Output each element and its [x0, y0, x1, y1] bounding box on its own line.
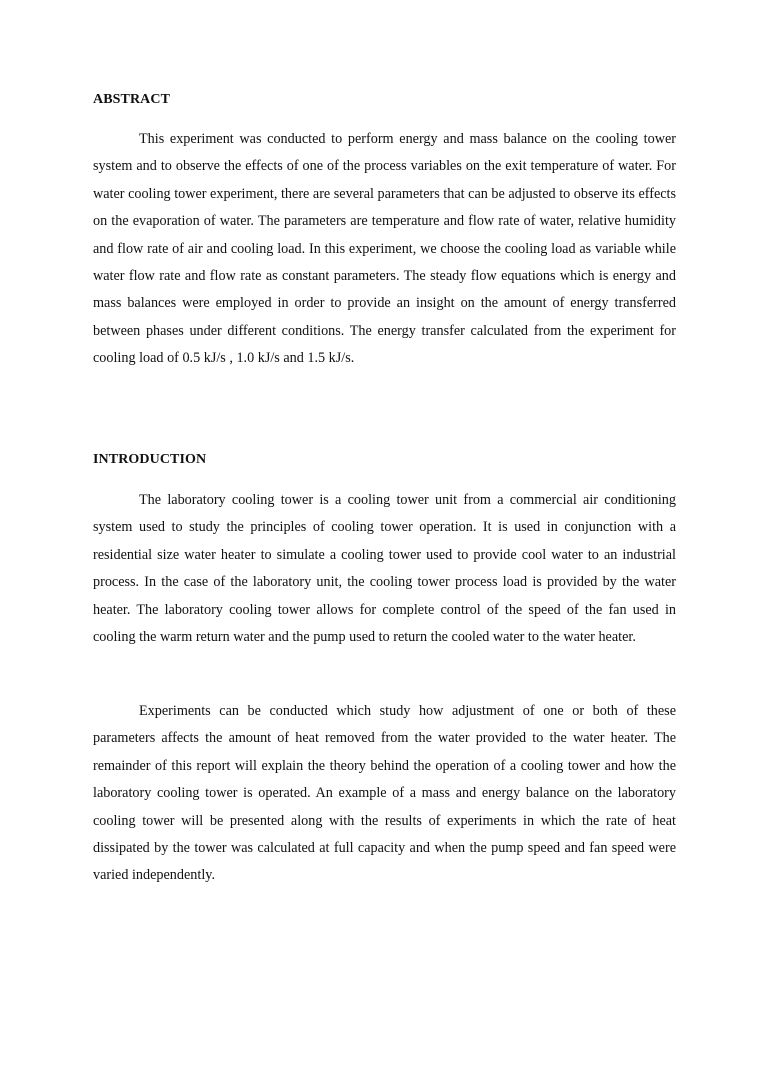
introduction-paragraph-1: The laboratory cooling tower is a cooling tower unit from a commercial air conditioning system used to study the principles of cooling tower operation. It is used in conjunction with a residential size water heater to simulate a cooling tower used to provide cool water to an industrial process. In the case of the laboratory unit, the cooling tower process load is provided by the water heater. The laboratory cooling tower allows for complete control of the speed of the fan used in cooling the warm return water and the pump used to return the cooled water to the water heater.: [93, 492, 676, 646]
abstract-heading: ABSTRACT: [93, 92, 171, 107]
introduction-paragraph-2: Experiments can be conducted which study how adjustment of one or both of these parameters affects the amount of heat removed from the water provided to the water heater. The remainder of this report will explain the theory behind the operation of a cooling tower and how the laboratory cooling tower is operated. An example of a mass and energy balance on the laboratory cooling tower will be presented along with the results of experiments in which the rate of heat dissipated by the tower was calculated at full capacity and when the pump speed and fan speed were varied independently.: [93, 703, 676, 884]
introduction-heading: INTRODUCTION: [93, 452, 207, 467]
abstract-paragraph: This experiment was conducted to perform energy and mass balance on the cooling tower system and to observe the effects of one of the process variables on the exit temperature of water. For water cooling tower experiment, there are several parameters that can be adjusted to observe its effects on the evaporation of water. The parameters are temperature and flow rate of water, relative humidity and flow rate of air and cooling load. In this experiment, we choose the cooling load as variable while water flow rate and flow rate as constant parameters. The steady flow equations which is energy and mass balances were employed in order to provide an insight on the amount of energy transferred between phases under different conditions. The energy transfer calculated from the experiment for cooling load of 0.5 kJ/s , 1.0 kJ/s and 1.5 kJ/s.: [93, 131, 676, 367]
